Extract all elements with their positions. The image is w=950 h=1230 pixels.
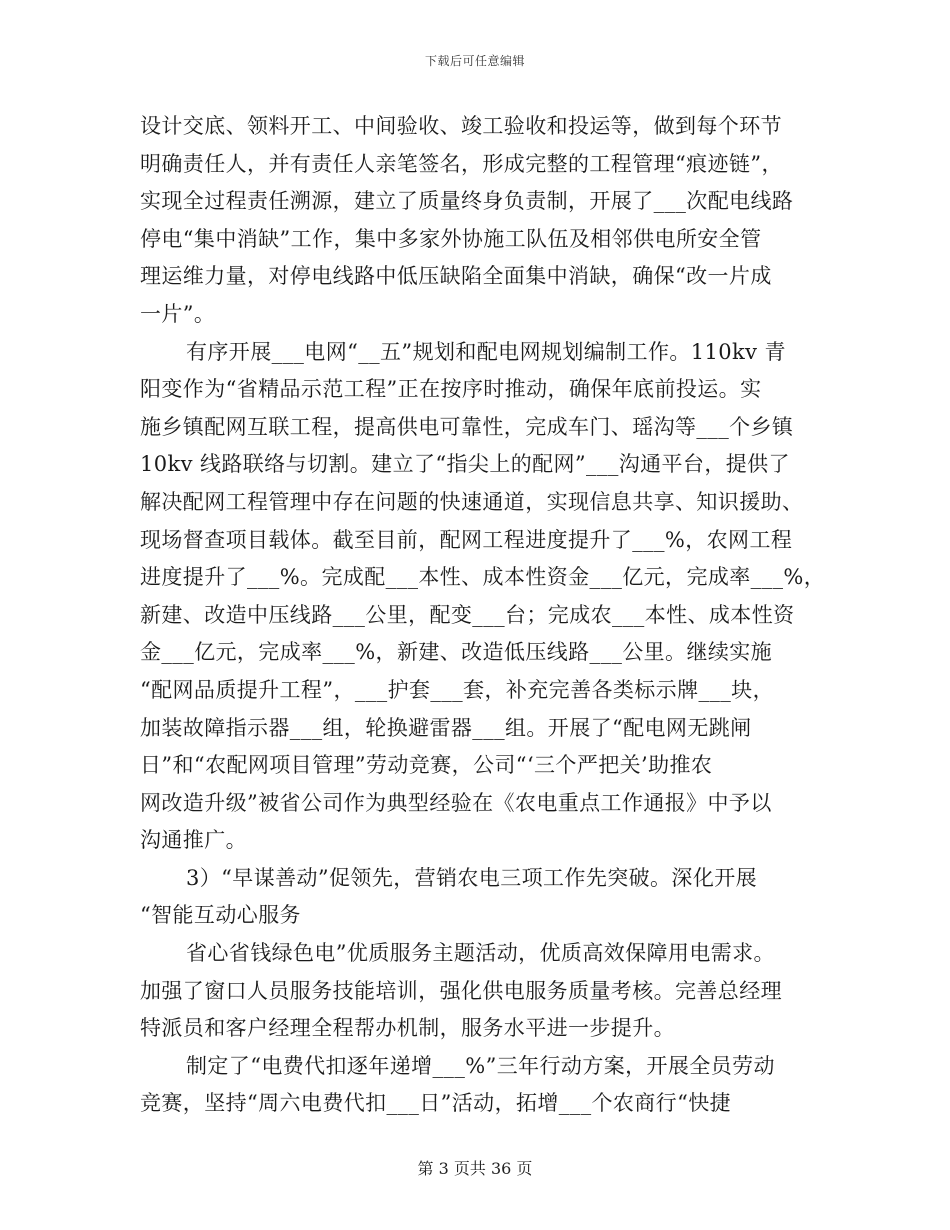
text-line: 金___亿元，完成率___%，新建、改造低压线路___公里。继续实施 [140,640,773,665]
text-line: 设计交底、领料开工、中间验收、竣工验收和投运等，做到每个环节 [140,114,782,138]
text-line: 进度提升了___%。完成配___本性、成本性资金___亿元，完成率___%， [140,565,826,590]
text-line: 现场督查项目载体。截至目前，配网工程进度提升了___%，农网工程 [140,527,793,552]
text-line: 施乡镇配网互联工程，提高供电可靠性，完成车门、瑶沟等___个乡镇 [140,414,794,439]
text-line: 阳变作为“省精品示范工程”正在按序时推动，确保年底前投运。实 [140,377,762,402]
text-line: 理运维力量，对停电线路中低压缺陷全面集中消缺，确保“改一片成 [140,264,772,289]
text-line: “配网品质提升工程”，___护套___套，补充完善各类标示牌___块， [140,677,774,702]
text-line: 实现全过程责任溯源，建立了质量终身负责制，开展了___次配电线路 [140,189,794,214]
text-line: 10kv 线路联络与切割。建立了“指尖上的配网”___沟通平台，提供了 [140,452,790,477]
text-line: 解决配网工程管理中存在问题的快速通道，实现信息共享、知识援助、 [140,489,804,514]
text-line: “智能互动心服务 [140,903,301,928]
text-line: 竞赛，坚持“周六电费代扣___日”活动，拓增___个农商行“快捷 [140,1091,732,1116]
text-line: 明确责任人，并有责任人亲笔签名，形成完整的工程管理“痕迹链”， [140,151,783,176]
text-line: 特派员和客户经理全程帮办机制，服务水平进一步提升。 [140,1016,675,1041]
text-line: 加强了窗口人员服务技能培训，强化供电服务质量考核。完善总经理 [140,978,782,1003]
text-line: 沟通推广。 [140,828,247,853]
text-line: 日”和“农配网项目管理”劳动竞赛，公司“‘三个严把关’助推农 [140,753,713,778]
text-line: 制定了“电费代扣逐年递增___%”三年行动方案，开展全员劳动 [186,1053,775,1078]
text-line: 有序开展___电网“__五”规划和配电网规划编制工作。110kv 青 [186,339,786,364]
text-line: 网改造升级”被省公司作为典型经验在《农电重点工作通报》中予以 [140,790,772,815]
text-line: 一片”。 [140,301,216,326]
text-line: 停电“集中消缺”工作，集中多家外协施工队伍及相邻供电所安全管 [140,226,762,251]
page-footer: 第 3 页共 36 页 [417,1159,533,1178]
text-line: 新建、改造中压线路___公里，配变___台；完成农___本性、成本性资 [140,602,795,627]
text-line: 加装故障指示器___组，轮换避雷器___组。开展了“配电网无跳闸 [140,715,752,740]
text-line: 3）“早谋善动”促领先，营销农电三项工作先突破。深化开展 [186,865,758,890]
document-body [140,108,826,1123]
page-header: 下载后可任意编辑 [424,54,525,68]
text-line: 省心省钱绿色电”优质服务主题活动，优质高效保障用电需求。 [186,941,775,966]
